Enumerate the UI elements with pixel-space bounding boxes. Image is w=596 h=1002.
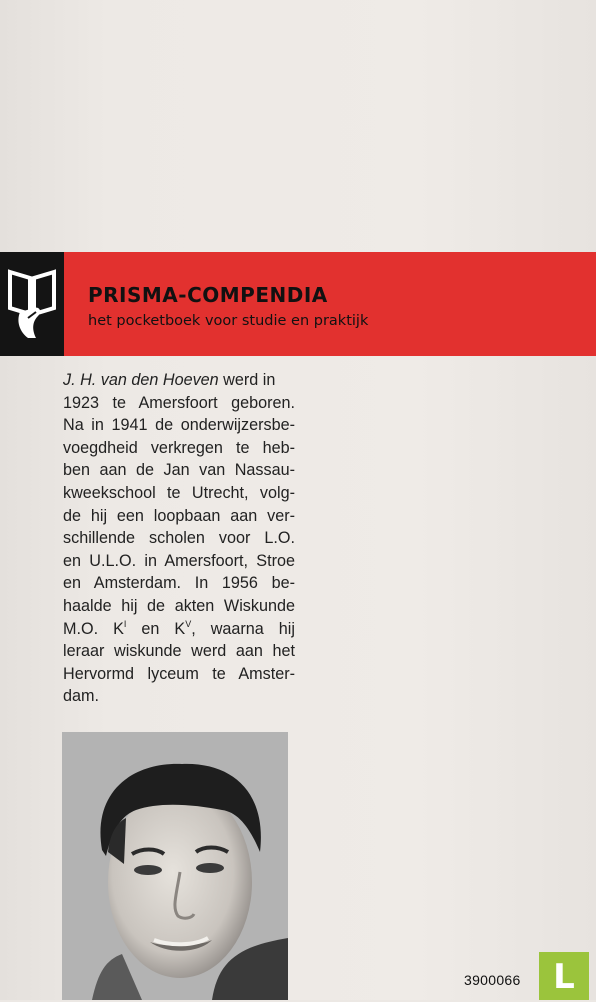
bio-line: Hervormd lyceum te Amster-: [63, 664, 295, 683]
author-bio: [63, 369, 295, 708]
series-title: PRISMA-COMPENDIA: [88, 283, 328, 307]
author-name: J. H. van den Hoeven: [63, 371, 219, 389]
series-subtitle: het pocketboek voor studie en praktijk: [88, 313, 369, 329]
bio-line: en U.L.O. in Amersfoort, Stroe: [63, 551, 295, 570]
bio-line: Na in 1941 de onderwijzersbe-: [63, 416, 295, 435]
bio-line: voegdheid verkregen te heb-: [63, 438, 295, 457]
bio-line: de hij een loopbaan aan ver-: [63, 506, 295, 525]
bio-line: 1923 te Amersfoort geboren.: [63, 393, 295, 412]
bio-line: kweekschool te Utrecht, volg-: [63, 483, 295, 502]
author-portrait: [62, 732, 288, 1000]
bio-line: M.O. $K^I$ en $K^V$, waarna hij: [63, 618, 295, 638]
price-sticker: [539, 952, 589, 1000]
barcode-number: 3900066: [464, 972, 521, 988]
publisher-logo: [0, 252, 64, 356]
bio-line: en Amsterdam. In 1956 be-: [63, 574, 295, 593]
bio-line: haalde hij de akten Wiskunde: [63, 596, 295, 615]
author-photo: [62, 732, 288, 1000]
series-banner: [0, 252, 596, 356]
bio-line: schillende scholen voor L.O.: [63, 529, 295, 548]
open-book-hand-icon: [6, 266, 58, 342]
bio-line: J. H. van den Hoeven werd in: [63, 371, 276, 389]
bio-line: ben aan de Jan van Nassau-: [63, 461, 295, 480]
bio-line: dam.: [63, 687, 99, 706]
sticker-letter: L: [553, 957, 575, 997]
red-band: [64, 252, 596, 356]
bio-line: leraar wiskunde werd aan het: [63, 642, 295, 661]
